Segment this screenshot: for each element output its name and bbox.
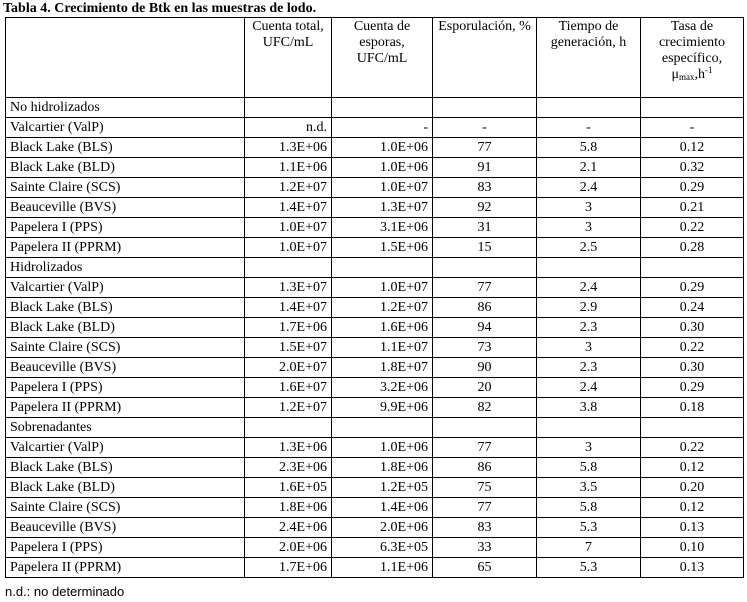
footnote: n.d.: no determinado (5, 584, 125, 599)
table-row (6, 198, 744, 218)
table-row (6, 218, 744, 238)
header-sample (6, 18, 245, 98)
empty-cell (641, 418, 744, 438)
growth-rate-cell: 0.29 (641, 178, 744, 198)
spore-count-cell: 1.0E+07 (332, 178, 433, 198)
table-row (6, 138, 744, 158)
spore-count-cell: 1.0E+06 (332, 138, 433, 158)
sample-name-cell: Sainte Claire (SCS) (6, 178, 245, 198)
generation-time-cell: 3 (537, 198, 641, 218)
table-row (6, 438, 744, 458)
sample-name-cell: Papelera II (PPRM) (6, 398, 245, 418)
sporulation-cell: 77 (433, 278, 537, 298)
table-row (6, 518, 744, 538)
spore-count-cell: 1.1E+07 (332, 338, 433, 358)
empty-cell (433, 98, 537, 118)
growth-rate-cell: 0.10 (641, 538, 744, 558)
spore-count-cell: 1.0E+06 (332, 158, 433, 178)
empty-cell (245, 98, 332, 118)
spore-count-cell: 1.4E+06 (332, 498, 433, 518)
sample-name-cell: Black Lake (BLD) (6, 318, 245, 338)
generation-time-cell: 3.5 (537, 478, 641, 498)
sporulation-cell: 94 (433, 318, 537, 338)
section-header-row (6, 98, 744, 118)
total-count-cell: 1.4E+07 (245, 198, 332, 218)
generation-time-cell: 5.8 (537, 498, 641, 518)
sporulation-cell: 73 (433, 338, 537, 358)
spore-count-cell: 1.8E+07 (332, 358, 433, 378)
table-row (6, 178, 744, 198)
spore-count-cell: 1.3E+07 (332, 198, 433, 218)
table-body (6, 98, 744, 578)
generation-time-cell: 2.4 (537, 378, 641, 398)
spore-count-cell: 1.0E+06 (332, 438, 433, 458)
sporulation-cell: 82 (433, 398, 537, 418)
spore-count-cell: 9.9E+06 (332, 398, 433, 418)
spore-count-cell: 1.2E+07 (332, 298, 433, 318)
total-count-cell: 1.7E+06 (245, 318, 332, 338)
sample-name-cell: Beauceville (BVS) (6, 198, 245, 218)
sporulation-cell: 33 (433, 538, 537, 558)
sporulation-cell: 86 (433, 298, 537, 318)
empty-cell (433, 418, 537, 438)
growth-rate-cell: 0.22 (641, 218, 744, 238)
total-count-cell: 1.3E+07 (245, 278, 332, 298)
total-count-cell: 1.3E+06 (245, 138, 332, 158)
sporulation-cell: 77 (433, 438, 537, 458)
table-row (6, 278, 744, 298)
sporulation-cell: 83 (433, 518, 537, 538)
growth-rate-cell: 0.22 (641, 438, 744, 458)
growth-rate-cell: 0.21 (641, 198, 744, 218)
empty-cell (332, 258, 433, 278)
table-row (6, 338, 744, 358)
spore-count-cell: 6.3E+05 (332, 538, 433, 558)
spore-count-cell: 3.1E+06 (332, 218, 433, 238)
sample-name-cell: Valcartier (ValP) (6, 118, 245, 138)
generation-time-cell: 5.3 (537, 518, 641, 538)
generation-time-cell: 3.8 (537, 398, 641, 418)
table-row (6, 358, 744, 378)
sample-name-cell: Black Lake (BLS) (6, 458, 245, 478)
section-header-row (6, 418, 744, 438)
generation-time-cell: 7 (537, 538, 641, 558)
generation-time-cell: 3 (537, 438, 641, 458)
generation-time-cell: 3 (537, 218, 641, 238)
growth-rate-cell: 0.18 (641, 398, 744, 418)
growth-rate-cell: 0.13 (641, 518, 744, 538)
sporulation-cell: 77 (433, 498, 537, 518)
generation-time-cell: 5.8 (537, 138, 641, 158)
total-count-cell: 2.0E+07 (245, 358, 332, 378)
total-count-cell: 1.8E+06 (245, 498, 332, 518)
spore-count-cell: 1.1E+06 (332, 558, 433, 578)
table-row (6, 538, 744, 558)
empty-cell (537, 98, 641, 118)
sample-name-cell: Papelera I (PPS) (6, 218, 245, 238)
table-row (6, 118, 744, 138)
sample-name-cell: Papelera II (PPRM) (6, 238, 245, 258)
empty-cell (641, 98, 744, 118)
generation-time-cell: 2.9 (537, 298, 641, 318)
growth-rate-cell: 0.12 (641, 498, 744, 518)
sample-name-cell: Valcartier (ValP) (6, 278, 245, 298)
growth-rate-cell: 0.29 (641, 378, 744, 398)
growth-rate-cell: 0.29 (641, 278, 744, 298)
table-row (6, 298, 744, 318)
sample-name-cell: Papelera II (PPRM) (6, 558, 245, 578)
empty-cell (332, 98, 433, 118)
sample-name-cell: Beauceville (BVS) (6, 518, 245, 538)
rate-unit: ,h (694, 67, 705, 82)
spore-count-cell: 1.8E+06 (332, 458, 433, 478)
generation-time-cell: 5.3 (537, 558, 641, 578)
header-growth-rate (641, 18, 744, 98)
generation-time-cell: 2.4 (537, 178, 641, 198)
growth-rate-cell: 0.32 (641, 158, 744, 178)
generation-time-cell: 5.8 (537, 458, 641, 478)
empty-cell (245, 258, 332, 278)
total-count-cell: 1.7E+06 (245, 558, 332, 578)
total-count-cell: 1.3E+06 (245, 438, 332, 458)
sporulation-cell: 65 (433, 558, 537, 578)
header-growth-rate-text: Tasa de crecimiento específico, (658, 19, 726, 66)
generation-time-cell: 2.1 (537, 158, 641, 178)
table-row (6, 158, 744, 178)
spore-count-cell: 1.5E+06 (332, 238, 433, 258)
header-sporulation: Esporulación, % (433, 18, 537, 98)
sample-name-cell: Valcartier (ValP) (6, 438, 245, 458)
section-title: Sobrenadantes (6, 418, 245, 438)
total-count-cell: 2.0E+06 (245, 538, 332, 558)
table-title: Tabla 4. Crecimiento de Btk en las muestras de lodo. (3, 1, 317, 16)
sporulation-cell: 91 (433, 158, 537, 178)
generation-time-cell: 2.5 (537, 238, 641, 258)
sporulation-cell: 92 (433, 198, 537, 218)
sporulation-cell: 15 (433, 238, 537, 258)
growth-rate-cell: 0.24 (641, 298, 744, 318)
table-row (6, 398, 744, 418)
table-row (6, 478, 744, 498)
total-count-cell: 1.2E+07 (245, 398, 332, 418)
total-count-cell: 2.3E+06 (245, 458, 332, 478)
table-row (6, 318, 744, 338)
empty-cell (641, 258, 744, 278)
total-count-cell: 1.1E+06 (245, 158, 332, 178)
total-count-cell: n.d. (245, 118, 332, 138)
sample-name-cell: Black Lake (BLS) (6, 138, 245, 158)
sample-name-cell: Beauceville (BVS) (6, 358, 245, 378)
generation-time-cell: 2.3 (537, 358, 641, 378)
sporulation-cell: 83 (433, 178, 537, 198)
section-header-row (6, 258, 744, 278)
sporulation-cell: 31 (433, 218, 537, 238)
growth-table (5, 17, 744, 578)
header-generation-time: Tiempo de generación, h (537, 18, 641, 98)
table-row (6, 458, 744, 478)
empty-cell (433, 258, 537, 278)
spore-count-cell: - (332, 118, 433, 138)
growth-rate-cell: - (641, 118, 744, 138)
growth-rate-cell: 0.30 (641, 358, 744, 378)
total-count-cell: 1.0E+07 (245, 238, 332, 258)
table-row (6, 498, 744, 518)
sample-name-cell: Sainte Claire (SCS) (6, 498, 245, 518)
sample-name-cell: Black Lake (BLD) (6, 158, 245, 178)
section-title: No hidrolizados (6, 98, 245, 118)
generation-time-cell: 3 (537, 338, 641, 358)
empty-cell (537, 258, 641, 278)
total-count-cell: 2.4E+06 (245, 518, 332, 538)
sample-name-cell: Papelera I (PPS) (6, 538, 245, 558)
sporulation-cell: 90 (433, 358, 537, 378)
mu-symbol: μ (671, 67, 679, 82)
total-count-cell: 1.6E+07 (245, 378, 332, 398)
total-count-cell: 1.4E+07 (245, 298, 332, 318)
generation-time-cell: 2.3 (537, 318, 641, 338)
sporulation-cell: 77 (433, 138, 537, 158)
growth-rate-cell: 0.28 (641, 238, 744, 258)
table-row (6, 378, 744, 398)
sporulation-cell: - (433, 118, 537, 138)
section-title: Hidrolizados (6, 258, 245, 278)
total-count-cell: 1.6E+05 (245, 478, 332, 498)
empty-cell (537, 418, 641, 438)
spore-count-cell: 3.2E+06 (332, 378, 433, 398)
total-count-cell: 1.2E+07 (245, 178, 332, 198)
growth-rate-cell: 0.12 (641, 458, 744, 478)
spore-count-cell: 1.6E+06 (332, 318, 433, 338)
growth-rate-cell: 0.20 (641, 478, 744, 498)
header-spore-count: Cuenta de esporas, UFC/mL (332, 18, 433, 98)
sample-name-cell: Black Lake (BLS) (6, 298, 245, 318)
sporulation-cell: 75 (433, 478, 537, 498)
spore-count-cell: 2.0E+06 (332, 518, 433, 538)
growth-rate-cell: 0.13 (641, 558, 744, 578)
mu-subscript: max (679, 72, 695, 82)
sporulation-cell: 20 (433, 378, 537, 398)
spore-count-cell: 1.0E+07 (332, 278, 433, 298)
sample-name-cell: Papelera I (PPS) (6, 378, 245, 398)
total-count-cell: 1.5E+07 (245, 338, 332, 358)
table-header (6, 18, 744, 98)
table-row (6, 558, 744, 578)
empty-cell (245, 418, 332, 438)
sporulation-cell: 86 (433, 458, 537, 478)
sample-name-cell: Black Lake (BLD) (6, 478, 245, 498)
header-total-count: Cuenta total, UFC/mL (245, 18, 332, 98)
empty-cell (332, 418, 433, 438)
rate-unit-exponent: -1 (705, 65, 713, 75)
growth-rate-cell: 0.22 (641, 338, 744, 358)
table-row (6, 238, 744, 258)
total-count-cell: 1.0E+07 (245, 218, 332, 238)
spore-count-cell: 1.2E+05 (332, 478, 433, 498)
growth-rate-cell: 0.30 (641, 318, 744, 338)
sample-name-cell: Sainte Claire (SCS) (6, 338, 245, 358)
growth-rate-cell: 0.12 (641, 138, 744, 158)
generation-time-cell: - (537, 118, 641, 138)
generation-time-cell: 2.4 (537, 278, 641, 298)
